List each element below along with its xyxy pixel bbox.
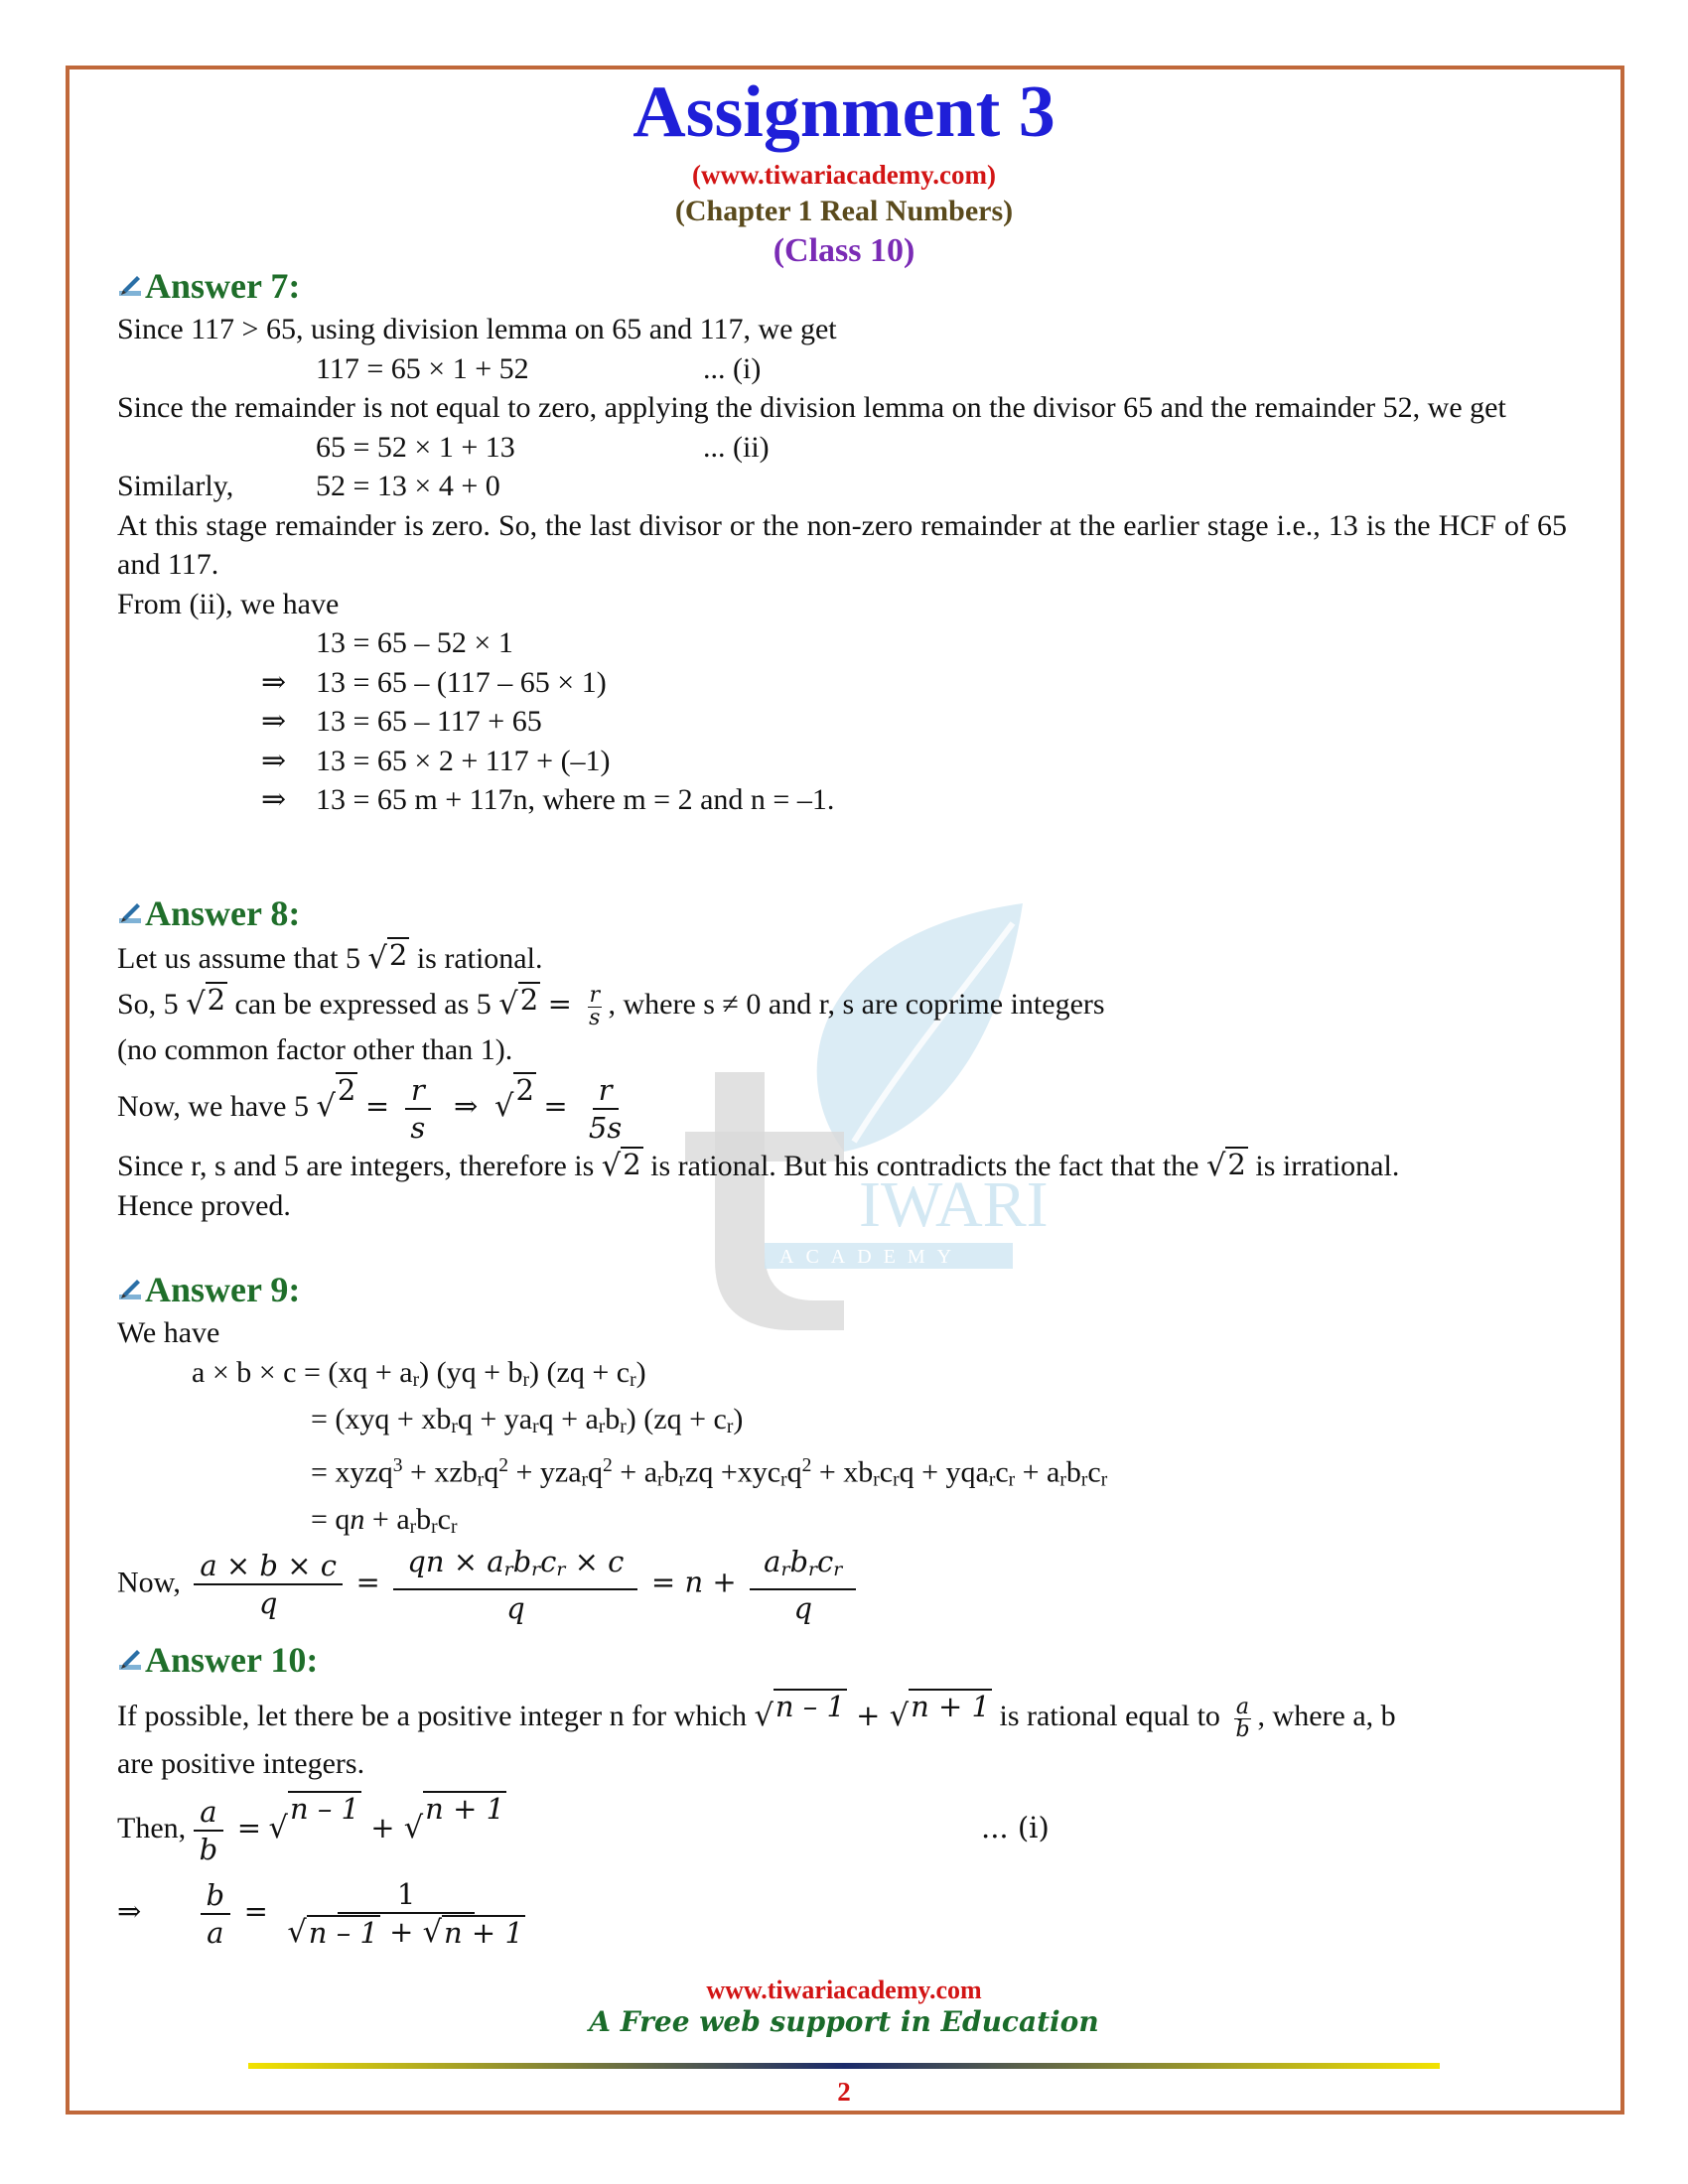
header-chapter: (Chapter 1 Real Numbers) [674,195,1014,227]
answer-9-text: We have [117,1316,220,1349]
pen-icon [117,1277,143,1302]
answer-7-text: Since 117 > 65, using division lemma on 65 and 117, we get [117,313,837,345]
answer-7-section [117,264,1567,820]
answer-8-section [117,891,1567,1225]
answer-9-heading: Answer 9: [117,1268,1567,1311]
answer-10-equation: Then, $\frac{a}{b}$ = √ n – 1 + √ n + 1 ... (i) [117,1791,1050,1866]
answer-8-heading: Answer 8: [117,891,1567,935]
answer-8-text: So, 5 √ 2 can be expressed as 5 √ 2 = $\frac{r}{s}$ , where s ≠ 0 and r, s are coprime integers [117,982,1105,1030]
fraction-reciprocal: 1 √ n – 1 + √ n + 1 [287,1877,523,1951]
answer-10-text: are positive integers. [117,1747,365,1780]
watermark-text: IWARI [859,1168,1049,1241]
answer-8-text: Hence proved. [117,1188,291,1222]
fraction-a-over-b: $\frac{a}{b}$ [1235,1694,1250,1742]
page-header [0,69,1688,272]
fraction-r-over-s: $\frac{r}{s}$ [589,982,601,1030]
answer-8-text: (no common factor other than 1). [117,1032,513,1066]
answer-7-text: Since the remainder is not equal to zero, applying the division lemma on the divisor 65 and the remainder 52, we get [117,391,1506,424]
answer-9-equation: a × b × c = (xq + ar) (yq + br) (zq + cr) [192,1355,646,1391]
fraction: $\frac{a \times b \times c}{q}$ [194,1548,343,1621]
equation-row: 65 = 52 × 1 + 13 ... (ii) [316,430,770,464]
fraction-b-over-a: $\frac{b}{a}$ [201,1877,231,1951]
answer-8-text: Since r, s and 5 are integers, therefore is √ 2 is rational. But his contradicts the fact that the √ 2 is irrational. [117,1147,1567,1186]
answer-10-equation: ⇒ $\frac{b}{a}$ = 1 √ n – 1 + √ n + 1 [117,1873,1567,1957]
step-row: 13 = 65 – 52 × 1 [316,626,513,659]
answer-10-section [117,1638,1567,1957]
answer-9-equation: = (xyq + xbrq + yarq + arbr) (zq + cr) [311,1402,744,1437]
sqrt-2: √ 2 [498,982,540,1027]
fraction: $\frac{\text{arbrcr}}{q}$ [750,1544,856,1626]
answer-9-fraction-equation: Now, $\frac{a \times b \times c}{q}$ = $\frac{\text{qn × arbrcr × c}}{q}$ = n + $\frac{\text{arbrcr}}{q}$ [117,1544,1567,1629]
answer-9-section [117,1268,1567,1629]
pen-icon [117,900,143,926]
answer-7-text: From (ii), we have [117,587,340,620]
answer-10-text: If possible, let there be a positive integer n for which √ n – 1 + √ n + 1 is rational equal to $\frac{a}{b}$ , where a, b [117,1688,1567,1744]
answer-7-text: At this stage remainder is zero. So, the last divisor or the non-zero remainder at the earlier stage i.e., 13 is the HCF of 65 and 117. [117,508,1567,581]
pen-icon [117,1647,143,1673]
footer-tagline: A Free web support in Education [589,2005,1099,2038]
step-row: ⇒ 13 = 65 – 117 + 65 [261,705,542,738]
footer-divider [248,2063,1440,2069]
fraction-a-over-b: $\frac{a}{b}$ [194,1794,224,1867]
header-class: (Class 10) [773,232,915,269]
watermark-subtext: ACADEMY [779,1246,964,1268]
fraction-r-over-s: $\frac{r}{s}$ [404,1072,431,1146]
header-website: (www.tiwariacademy.com) [692,160,996,190]
sqrt-2: √ 2 [367,937,409,981]
step-row: ⇒ 13 = 65 – (117 – 65 × 1) [261,665,607,699]
fraction: $\frac{\text{qn × arbrcr × c}}{q}$ [393,1544,637,1626]
step-row: ⇒ 13 = 65 m + 117n, where m = 2 and n = –1. [261,783,835,816]
answer-8-equation: Now, we have 5 √ 2 = $\frac{r}{s}$ ⇒ √ 2 = $\frac{r}{5s}$ [117,1071,1567,1147]
answer-9-equation: = qn + arbrcr [311,1503,458,1539]
equation-row: Similarly, 52 = 13 × 4 + 0 [117,470,500,502]
answer-9-equation: = xyzq$^3$ + xzbrq$^2$ + yzarq$^2$ + arbrzq +xycrq$^2$ + xbrcrq + yqarcr + arbrcr [311,1455,1108,1491]
answer-7-heading: Answer 7: [117,264,1567,308]
answer-8-text: Let us assume that 5 √ 2 is rational. [117,937,1567,981]
page-title: Assignment 3 [633,71,1055,153]
equation-row: 117 = 65 × 1 + 52 ... (i) [316,351,762,385]
page-number: 2 [837,2077,851,2107]
step-row: ⇒ 13 = 65 × 2 + 117 + (–1) [261,744,611,777]
fraction-r-over-5s: $\frac{r}{5s}$ [588,1072,623,1145]
sqrt-2: √ 2 [186,982,227,1027]
pen-icon [117,273,143,299]
answer-10-heading: Answer 10: [117,1638,1567,1682]
footer-website: www.tiwariacademy.com [706,1976,982,2004]
